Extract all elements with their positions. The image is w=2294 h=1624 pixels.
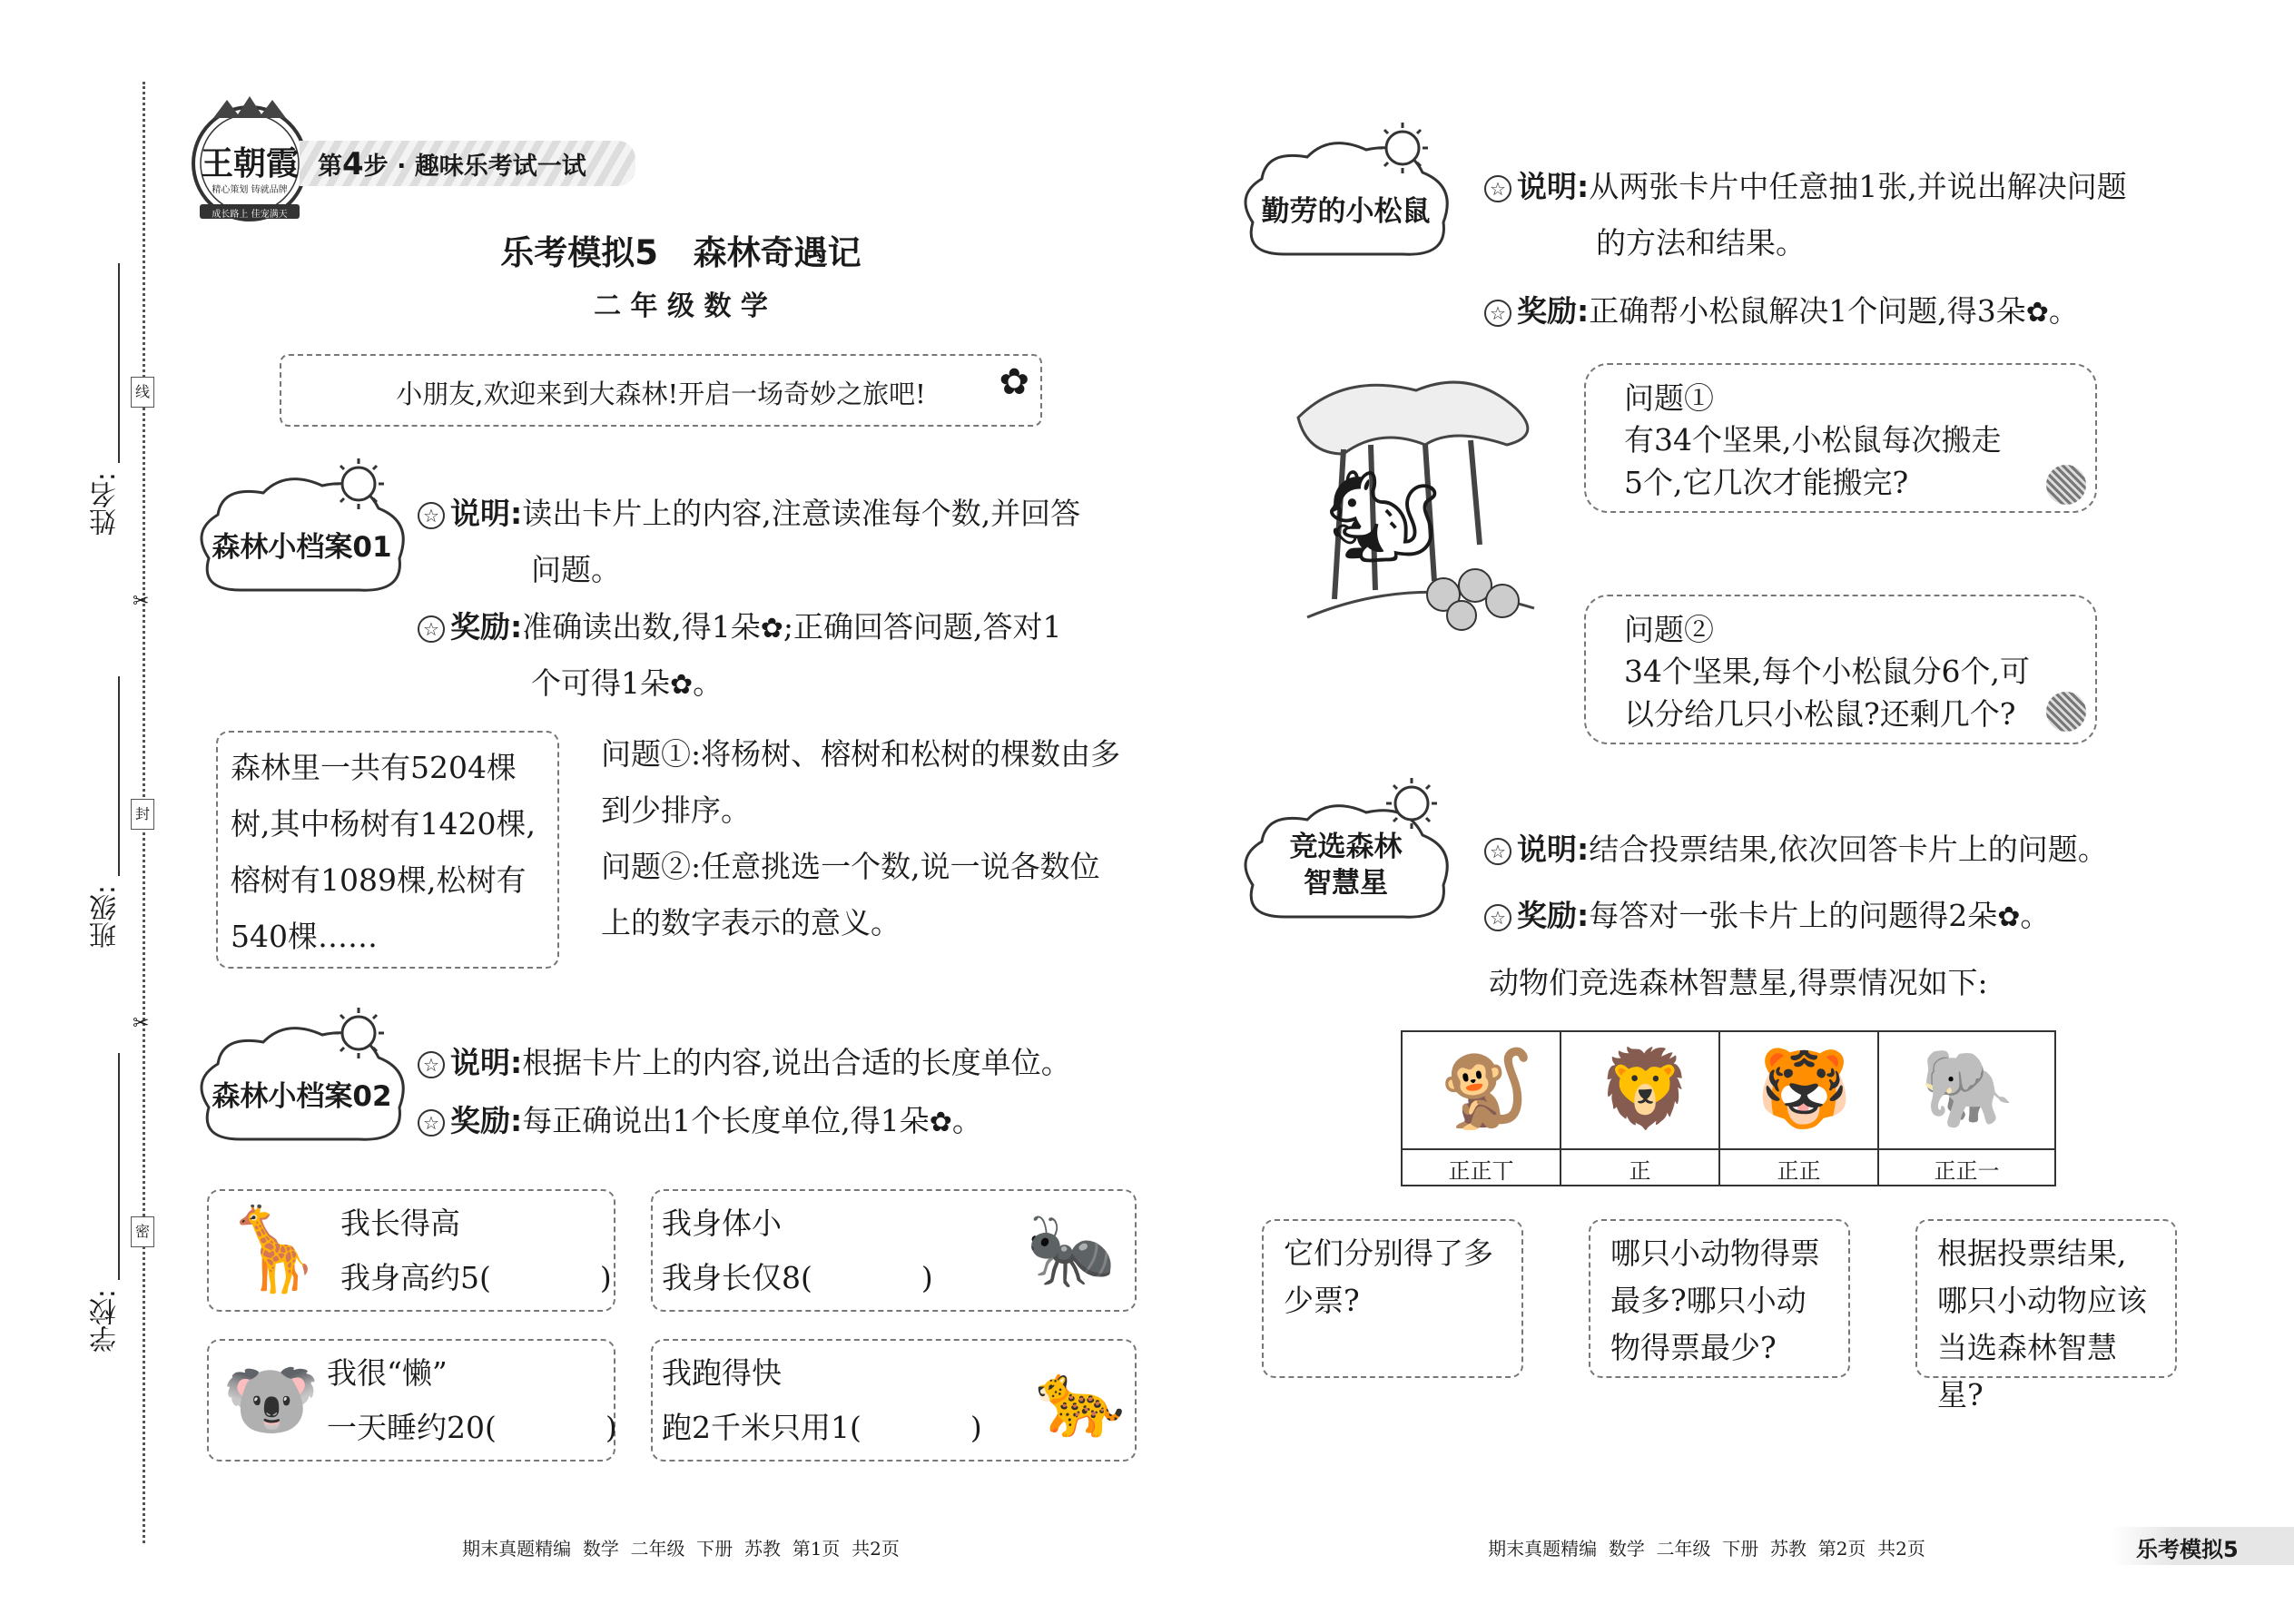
tally-tiger: 正正	[1777, 1158, 1821, 1184]
card-title: 问题②	[1624, 612, 1714, 647]
tally-monkey: 正正丅	[1448, 1158, 1514, 1184]
section1-info-card	[216, 731, 559, 969]
squirrel-illustration	[1289, 363, 1543, 635]
cut-mark-secret: 密	[131, 1216, 154, 1247]
star-icon: ☆	[418, 1109, 445, 1137]
card-line: 最多?哪只小动	[1610, 1283, 1807, 1318]
koala-card	[207, 1339, 615, 1462]
info-card-line: 540棵……	[231, 919, 378, 954]
star-icon: ☆	[418, 1051, 445, 1078]
section4-reward: ☆ 奖励:每答对一张卡片上的问题得2朵✿。	[1484, 888, 2050, 946]
cut-mark-line: 线	[131, 377, 154, 408]
step-label: 第4步 · 趣味乐考试一试	[318, 146, 586, 182]
section1-reward-cont: 个可得1朵✿。	[531, 655, 723, 714]
brand-sub-2: 成长路上 佳宠满天	[212, 210, 288, 220]
vote-col-tiger	[1720, 1032, 1879, 1185]
info-card-line: 树,其中杨树有1420棵,	[231, 806, 536, 842]
info-card-line: 榕树有1089棵,松树有	[231, 862, 527, 898]
section1-question-2: 问题②:任意挑选一个数,说一说各数位 上的数字表示的意义。	[601, 849, 1100, 940]
welcome-banner	[280, 354, 1042, 427]
card-line-1: 我身体小	[662, 1206, 782, 1241]
cheetah-card	[651, 1339, 1137, 1462]
star-icon: ☆	[418, 615, 445, 643]
page-title: 乐考模拟5 森林奇遇记	[500, 233, 861, 272]
footer-left: 期末真题精编 数学 二年级 下册 苏教 第1页 共2页	[462, 1538, 900, 1560]
section3-cloud	[1230, 123, 1462, 268]
card-line-2: 我身高约5( )	[340, 1260, 612, 1295]
card-line: 哪只小动物应该	[1937, 1283, 2147, 1318]
section1-title: 森林小档案01	[212, 531, 392, 564]
ant-icon: 🐜	[1026, 1207, 1117, 1292]
koala-icon: 🐨	[222, 1354, 320, 1445]
star-icon: ☆	[418, 502, 445, 529]
name-underline	[118, 263, 120, 463]
card-line-2: 一天睡约20( )	[327, 1410, 617, 1445]
scissors-icon: ✂	[133, 590, 150, 613]
step-banner	[300, 141, 635, 186]
squirrel-question-card-1	[1584, 363, 2097, 513]
card-title: 问题①	[1624, 380, 1714, 416]
vote-question-card-2	[1589, 1219, 1850, 1378]
card-line: 根据投票结果,	[1937, 1235, 2127, 1271]
card-line-2: 5个,它几次才能搬完?	[1624, 465, 1909, 500]
welcome-text: 小朋友,欢迎来到大森林!开启一场奇妙之旅吧!	[396, 379, 926, 409]
giraffe-card	[207, 1189, 615, 1312]
card-line-1: 有34个坚果,小松鼠每次搬走	[1624, 422, 2002, 458]
section3-explain-cont: 的方法和结果。	[1596, 225, 1806, 261]
card-line-1: 我很“懒”	[327, 1355, 448, 1391]
scissors-icon: ✂	[133, 1012, 150, 1035]
info-card-line: 森林里一共有5204棵	[231, 750, 517, 785]
footer-right: 期末真题精编 数学 二年级 下册 苏教 第2页 共2页	[1488, 1538, 1925, 1560]
card-line-1: 我跑得快	[662, 1355, 782, 1391]
cut-mark-seal: 封	[131, 799, 154, 830]
tally-lion: 正	[1629, 1158, 1651, 1184]
ant-card	[651, 1189, 1137, 1312]
card-line-1: 34个坚果,每个小松鼠分6个,可	[1624, 654, 2030, 689]
section1-cloud	[186, 458, 418, 604]
section1-explain-cont: 问题。	[531, 552, 621, 587]
card-line-2: 我身长仅8( )	[662, 1260, 933, 1295]
name-label: 姓名:	[90, 472, 122, 536]
squirrel-icon: 🐿	[1325, 463, 1441, 569]
section3-explain: ☆ 说明:从两张卡片中任意抽1张,并说出解决问题	[1484, 159, 2127, 215]
section4-cloud	[1230, 776, 1462, 930]
vote-col-monkey	[1403, 1032, 1561, 1185]
card-line: 哪只小动物得票	[1610, 1235, 1820, 1271]
card-line: 它们分别得了多	[1284, 1235, 1493, 1271]
card-line-2: 以分给几只小松鼠?还剩几个?	[1624, 696, 2016, 732]
section2-title: 森林小档案02	[212, 1080, 392, 1113]
card-line: 当选森林智慧星?	[1937, 1330, 2117, 1412]
section2-reward: ☆ 奖励:每正确说出1个长度单位,得1朵✿。	[418, 1093, 982, 1151]
star-icon: ☆	[1484, 838, 1511, 865]
brand-sub-1: 精心策划 铸就品牌	[212, 185, 288, 195]
school-label: 学校:	[90, 1289, 122, 1353]
section1-question-1: 问题①:将杨树、榕树和松树的棵数由多 到少排序。	[601, 736, 1121, 828]
flower-icon: ✿	[760, 613, 783, 645]
elephant-icon: 🐘	[1920, 1044, 2015, 1133]
vote-question-card-1	[1262, 1219, 1523, 1378]
section3-title: 勤劳的小松鼠	[1261, 195, 1431, 228]
card-line: 物得票最少?	[1610, 1330, 1777, 1365]
brand-logo	[182, 91, 318, 227]
flower-icon: ✿	[1997, 901, 2021, 933]
squirrel-question-card-2	[1584, 595, 2097, 744]
flower-icon: ✿	[929, 1107, 952, 1138]
section2-cloud	[186, 1008, 418, 1153]
star-icon: ☆	[1484, 904, 1511, 931]
class-label: 班级:	[90, 885, 122, 950]
card-line-2: 跑2千米只用1( )	[662, 1410, 982, 1445]
section4-explain: ☆ 说明:结合投票结果,依次回答卡片上的问题。	[1484, 822, 2108, 878]
tiger-icon: 🐯	[1757, 1044, 1852, 1133]
giraffe-icon: 🦒	[222, 1202, 325, 1297]
yarn-ball-icon	[2046, 465, 2086, 505]
yarn-ball-icon	[2046, 692, 2086, 732]
flower-decor-icon: ✿	[999, 361, 1029, 403]
lion-icon: 🦁	[1598, 1044, 1693, 1133]
section3-reward: ☆ 奖励:正确帮小松鼠解决1个问题,得3朵✿。	[1484, 283, 2079, 341]
section4-title-1: 竞选森林	[1289, 831, 1403, 863]
monkey-icon: 🐒	[1439, 1044, 1534, 1133]
vote-col-elephant	[1879, 1032, 2054, 1185]
tally-elephant: 正正一	[1934, 1158, 2000, 1184]
binding-margin	[0, 0, 182, 1624]
footer-tab-label: 乐考模拟5	[2136, 1537, 2239, 1562]
page-subtitle: 二 年 级 数 学	[594, 290, 768, 322]
cheetah-icon: 🐆	[1035, 1357, 1126, 1442]
brand-name: 王朝霞	[200, 144, 299, 182]
school-underline	[118, 1053, 120, 1280]
vote-question-card-3	[1915, 1219, 2177, 1412]
section4-title-2: 智慧星	[1304, 867, 1388, 900]
card-line: 少票?	[1284, 1283, 1360, 1318]
card-line-1: 我长得高	[340, 1206, 460, 1241]
star-icon: ☆	[1484, 175, 1511, 202]
class-underline	[118, 676, 120, 876]
vote-table	[1401, 1030, 2056, 1186]
section1-reward: ☆ 奖励:准确读出数,得1朵✿;正确回答问题,答对1	[418, 599, 1144, 657]
section1-explain: ☆ 说明:读出卡片上的内容,注意读准每个数,并回答	[418, 486, 1144, 542]
flower-icon: ✿	[2025, 297, 2049, 329]
footer-tab	[2111, 1527, 2294, 1565]
section4-intro: 动物们竞选森林智慧星,得票情况如下:	[1489, 965, 1988, 1000]
star-icon: ☆	[1484, 300, 1511, 327]
vote-col-lion	[1561, 1032, 1720, 1185]
section2-explain: ☆ 说明:根据卡片上的内容,说出合适的长度单位。	[418, 1035, 1071, 1091]
flower-icon: ✿	[670, 669, 694, 701]
